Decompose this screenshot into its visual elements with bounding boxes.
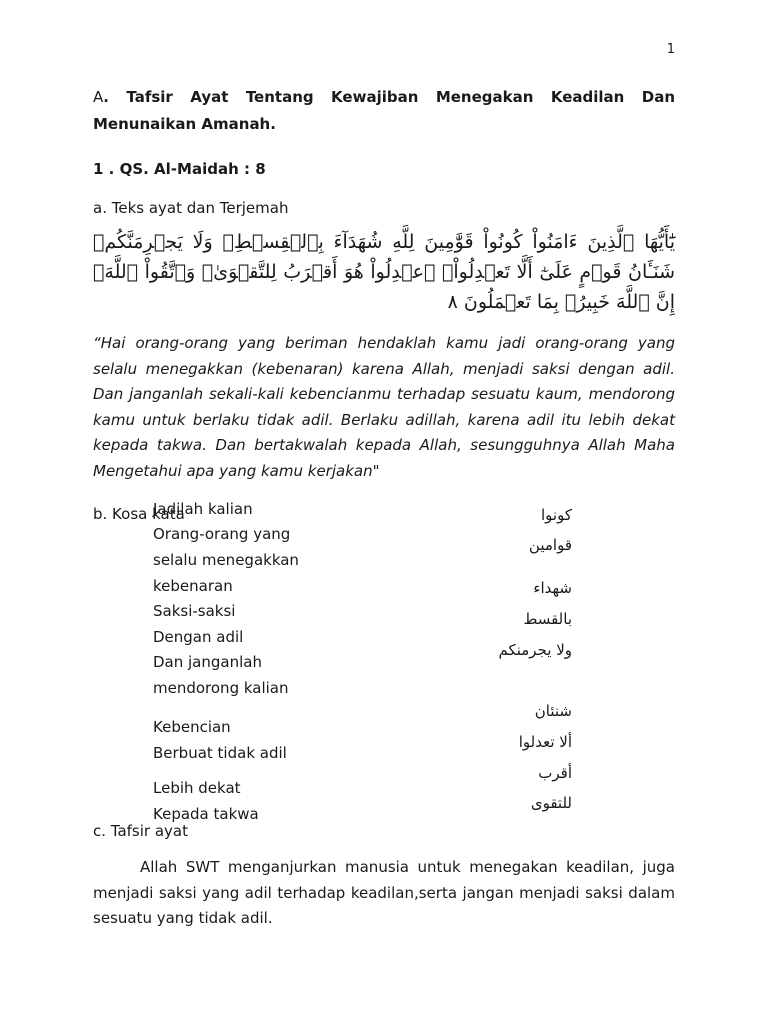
vocab-arabic-term: شهداء xyxy=(533,579,572,597)
vocab-meaning: Orang-orang yang xyxy=(153,525,291,543)
vocab-meaning: Dengan adil xyxy=(153,628,244,646)
vocab-arabic-term: للتقوى xyxy=(530,794,572,812)
vocab-meaning: Jadilah kalian xyxy=(153,500,253,518)
vocab-arabic-term: ولا يجرمنكم xyxy=(498,641,572,659)
vocab-meaning: Lebih dekat xyxy=(153,779,241,797)
vocab-arabic-term: بالقسط xyxy=(523,610,572,628)
page-number: 1 xyxy=(666,42,675,57)
heading-verse-text: a. Teks ayat dan Terjemah xyxy=(93,199,289,217)
vocab-meaning: selalu menegakkan xyxy=(153,551,299,569)
vocab-arabic-term: أقرب xyxy=(538,764,572,782)
vocab-arabic-term: قوامين xyxy=(528,536,572,554)
vocab-arabic-term: شنئان xyxy=(534,702,572,720)
vocab-meaning: kebenaran xyxy=(153,577,233,595)
vocab-arabic-term: كونوا xyxy=(541,506,572,524)
surah-heading: 1 . QS. Al-Maidah : 8 xyxy=(93,160,266,178)
vocab-arabic-term: ألا تعدلوا xyxy=(518,733,572,751)
section-title-text: . Tafsir Ayat Tentang Kewajiban Menegakan Keadilan Dan Menunaikan Amanah. xyxy=(93,88,675,133)
section-letter: A xyxy=(93,88,104,106)
section-title xyxy=(93,84,675,138)
document-body xyxy=(93,84,675,525)
vocab-meaning: Berbuat tidak adil xyxy=(153,744,287,762)
vocab-meaning: Kebencian xyxy=(153,718,231,736)
vocabulary-list xyxy=(93,498,675,828)
vocab-meaning: Saksi-saksi xyxy=(153,602,236,620)
arabic-verse: يَٰٓأَيُّهَا ٱلَّذِينَ ءَامَنُواْ كُونُواْ قَوَّٰمِينَ لِلَّهِ شُهَدَآءَ بِٱلۡقِسۡطِۖ وَلَا يَجۡرِمَنَّكُمۡ شَنَـَٔانُ قَوۡمٍ عَلَىٰٓ أَلَّا تَعۡدِلُواْۚ ٱعۡدِلُواْ هُوَ أَقۡرَبُ لِلتَّقۡوَىٰۖ وَٱتَّقُواْ ٱللَّهَۚ إِنَّ ٱللَّهَ خَبِيرُۢ بِمَا تَعۡمَلُونَ ٨ xyxy=(93,231,675,313)
vocab-meaning: mendorong kalian xyxy=(153,679,289,697)
heading-vocabulary: b. Kosa kata xyxy=(93,504,185,523)
vocab-meaning: Dan janganlah xyxy=(153,653,262,671)
verse-translation: “Hai orang-orang yang beriman hendaklah kamu jadi orang-orang yang selalu menegakkan (kebenaran) karena Allah, menjadi saksi dengan adil. Dan janganlah sekali-kali kebencianmu terhadap sesuatu kaum, mendorong kamu untuk berlaku tidak adil. Berlaku adillah, karena adil itu lebih dekat kepada takwa. Dan bertakwalah kepada Allah, sesungguhnya Allah Maha Mengetahui apa yang kamu kerjakan" xyxy=(93,334,675,480)
tafsir-paragraph: Allah SWT menganjurkan manusia untuk menegakan keadilan, juga menjadi saksi yang adil terhadap keadilan,serta jangan menjadi saksi dalam sesuatu yang tidak adil. xyxy=(93,858,675,928)
heading-tafsir: c. Tafsir ayat xyxy=(93,822,188,840)
vocab-meaning: Kepada takwa xyxy=(153,805,259,823)
